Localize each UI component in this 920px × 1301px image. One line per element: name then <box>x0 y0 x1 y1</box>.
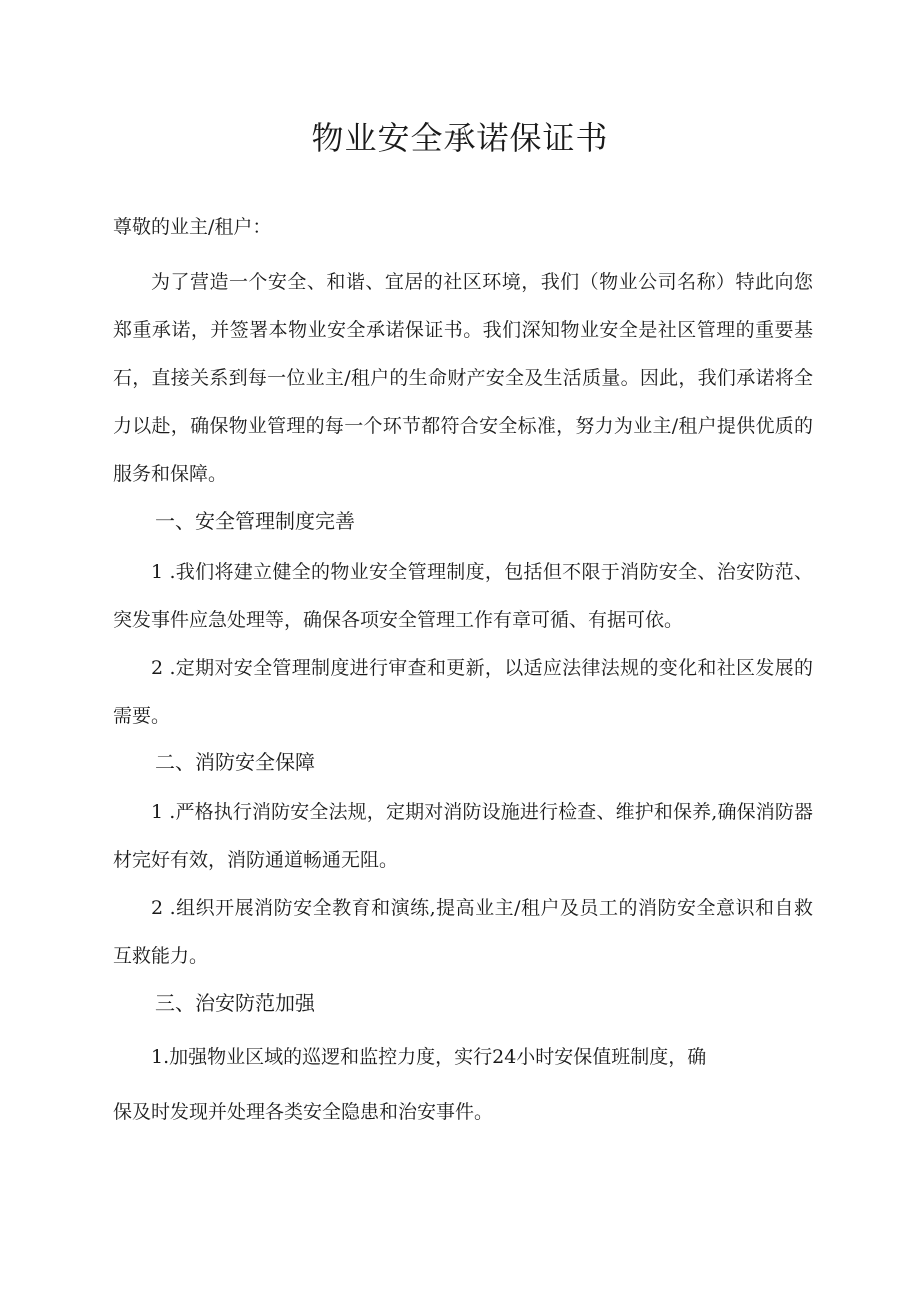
section-item: 1 .我们将建立健全的物业安全管理制度，包括但不限于消防安全、治安防范、突发事件应急处理等，确保各项安全管理工作有章可循、有据可依。 <box>113 561 813 631</box>
section-heading: 二、消防安全保障 <box>155 750 315 774</box>
section-item: 2 .定期对安全管理制度进行审查和更新，以适应法律法规的变化和社区发展的需要。 <box>113 657 813 727</box>
section-heading: 三、治安防范加强 <box>155 991 315 1015</box>
section-item: 保及时发现并处理各类安全隐患和治安事件。 <box>113 1101 494 1123</box>
section-item: 1.加强物业区域的巡逻和监控力度，实行24小时安保值班制度，确 <box>151 1046 707 1068</box>
section-item: 2 .组织开展消防安全教育和演练,提高业主/租户及员工的消防安全意识和自救互救能力。 <box>113 897 813 967</box>
section-item: 1 .严格执行消防安全法规，定期对消防设施进行检查、维护和保养,确保消防器材完好有效，消防通道畅通无阻。 <box>113 801 813 871</box>
section-heading: 一、安全管理制度完善 <box>155 509 355 533</box>
intro-paragraph: 为了营造一个安全、和谐、宜居的社区环境，我们（物业公司名称）特此向您郑重承诺，并签署本物业安全承诺保证书。我们深知物业安全是社区管理的重要基石，直接关系到每一位业主/租户的生命财产安全及生活质量。因此，我们承诺将全力以赴，确保物业管理的每一个环节都符合安全标准，努力为业主/租户提供优质的服务和保障。 <box>113 271 813 485</box>
salutation: 尊敬的业主/租户： <box>113 216 272 238</box>
document-title: 物业安全承诺保证书 <box>311 119 609 157</box>
